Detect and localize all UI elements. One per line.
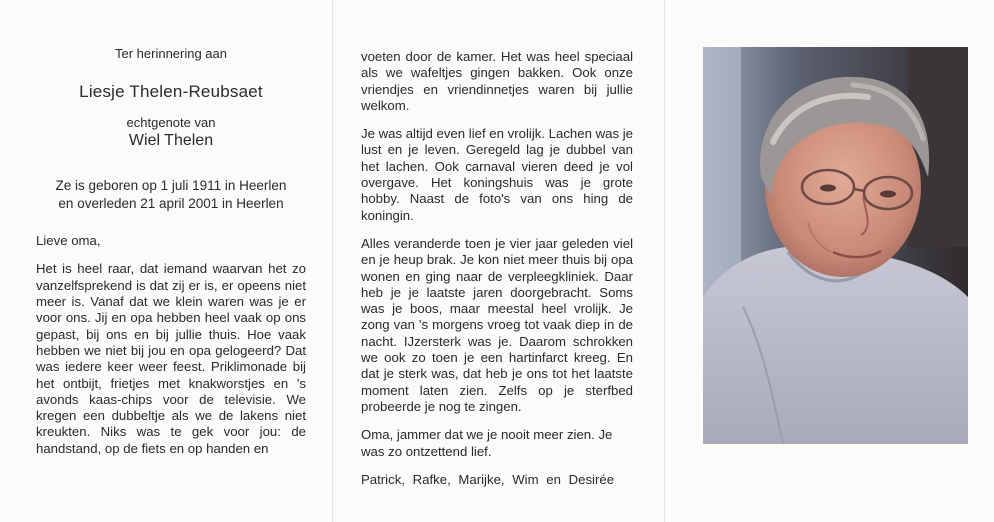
middle-panel	[361, 49, 633, 500]
death-line: en overleden 21 april 2001 in Heerlen	[58, 196, 284, 212]
left-panel	[36, 46, 306, 457]
deceased-name: Liesje Thelen-Reubsaet	[79, 82, 263, 102]
spouse-intro: echtgenote van	[126, 114, 216, 130]
life-dates	[36, 177, 306, 213]
letter-paragraph-4: Alles veranderde toen je vier jaar geleden viel en je heup brak. Je kon niet meer thuis bij opa wonen en ging naar de verpleegkliniek. Daar heb je je laatste jaren doorgebracht. Soms was je boos, maar meestal heel vrolijk. Je zong van 's morgens vroeg tot vaak diep in de nacht. IJzersterk was je. Daarom schrokken we ook zo toen je een hartinfarct kreeg. En dat je sterk was, dat heb je ons tot het laatste moment laten zien. Zelfs op je sterfbed probeerde je nog te zingen.	[361, 235, 633, 414]
card-fold-left	[332, 0, 333, 522]
letter-paragraph-3: Je was altijd even lief en vrolijk. Lachen was je lust en je leven. Geregeld lag je dubbel van het lachen. Ook carnaval vieren deed je vol overgave. Het koningshuis was je grote hobby. Naast de foto's van ons hing de koningin.	[361, 126, 633, 223]
card-fold-right	[664, 0, 665, 522]
spouse-name: Wiel Thelen	[128, 131, 214, 149]
portrait-photo	[703, 47, 968, 444]
letter-paragraph-2: voeten door de kamer. Het was heel speciaal als we wafeltjes gingen bakken. Ook onze vriendjes en vriendinnetjes waren bij jullie welkom.	[361, 49, 633, 113]
letter-paragraph-1: Het is heel raar, dat iemand waarvan het zo vanzelfsprekend is dat zij er is, er opeens niet meer is. Vanaf dat we klein waren was je er voor ons. Jij en opa hebben heel vaak op ons gepast, bij ons en bij jullie thuis. Hoe vaak hebben we niet bij jou en opa gelogeerd? Dat was iedere keer weer feest. Priklimonade bij het ontbijt, frietjes met knakworstjes en 's avonds kaas-chips voor de televisie. We kregen een dubbeltje als we de lakens niet kreukten. Niks was te gek voor jou: de handstand, op de fiets en op handen en	[36, 261, 306, 456]
closing-text: Oma, jammer dat we je nooit meer zien. Je was zo ontzettend lief.	[361, 427, 613, 459]
greeting: Lieve oma,	[36, 233, 101, 249]
intro-text: Ter herinnering aan	[114, 46, 228, 61]
signers: Patrick, Rafke, Marijke, Wim en Desirée	[361, 471, 615, 487]
birth-line: Ze is geboren op 1 juli 1911 in Heerlen	[55, 178, 287, 194]
